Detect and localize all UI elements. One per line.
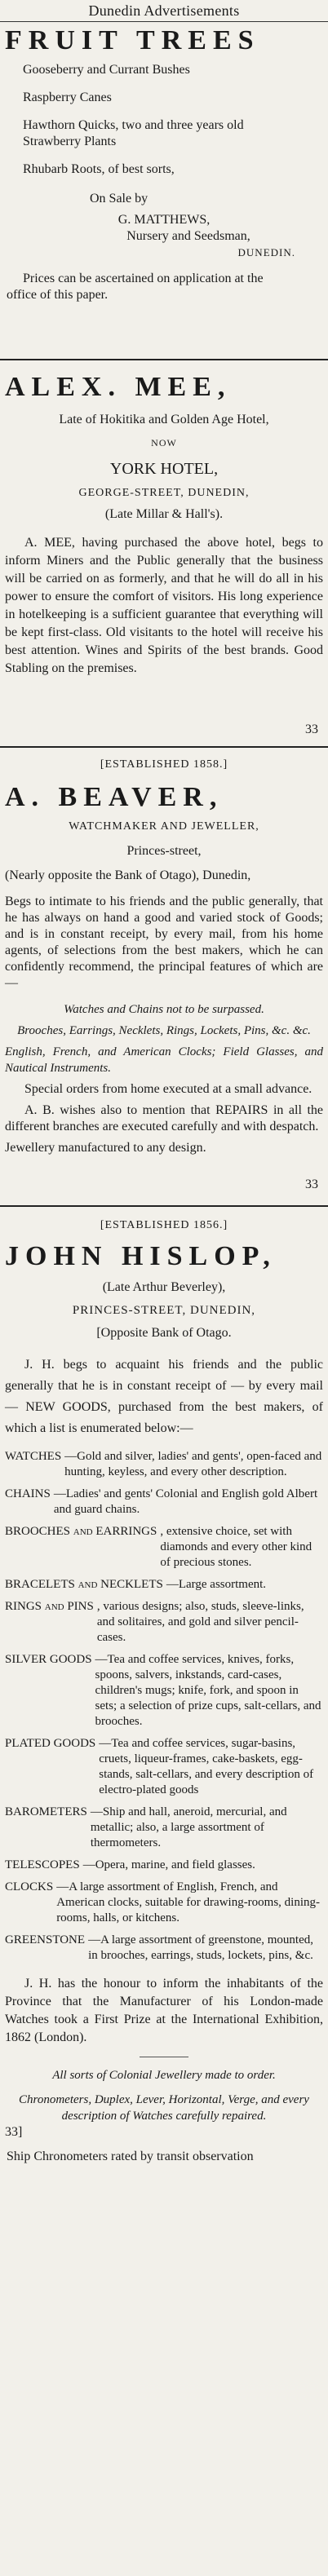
- goods-item-desc: —Ship and hall, aneroid, mercurial, and metallic; also, a large assortment of thermometers.: [90, 1805, 287, 1849]
- goods-item: [0, 1524, 328, 1571]
- goods-item-desc: —Gold and silver, ladies' and gents', open-faced and hunting, keyless, and every other description.: [64, 1450, 322, 1478]
- goods-item-desc: —Tea and coffee services, sugar-basins, cruets, liqueur-frames, cake-baskets, egg-stands, salt-cellars, and every description of electro-plated goods: [99, 1737, 314, 1796]
- ad-line: Ship Chronometers rated by transit observation: [7, 2150, 254, 2163]
- goods-item: [0, 1599, 328, 1646]
- goods-item-desc: —Opera, marine, and field glasses.: [82, 1858, 255, 1871]
- ad-line: GEORGE-STREET, DUNEDIN,: [78, 487, 250, 499]
- ad-body: J. H. has the honour to inform the inhabitants of the Province that the Manufacturer of his London-made Watches took a First Prize at the International Exhibition, 1862 (London).: [5, 1977, 323, 2044]
- hislop-ad: [0, 1219, 328, 2165]
- ad-line: Strawberry Plants: [23, 135, 117, 148]
- goods-item: [0, 1652, 328, 1730]
- alex-mee-title: ALEX. MEE,: [5, 372, 232, 402]
- ad-line: Jewellery manufactured to any design.: [5, 1141, 206, 1155]
- alex-mee-ad: [0, 371, 328, 678]
- established-stamp: [ESTABLISHED 1858.]: [100, 758, 228, 771]
- goods-item-name: WATCHES: [5, 1450, 62, 1463]
- goods-item: [0, 1933, 328, 1964]
- established-stamp: [ESTABLISHED 1856.]: [100, 1219, 228, 1231]
- hislop-title: JOHN HISLOP,: [5, 1241, 277, 1271]
- divider: [0, 359, 328, 360]
- ad-line: All sorts of Colonial Jewellery made to order.: [52, 2069, 276, 2082]
- ad-line: Rhubarb Roots, of best sorts,: [23, 162, 175, 176]
- beaver-ad: [0, 758, 328, 1156]
- goods-item-desc: —Large assortment.: [166, 1578, 267, 1591]
- goods-item-name: GREENSTONE: [5, 1933, 86, 1946]
- ad-line: A. B. wishes also to mention that REPAIRS in all the different branches are executed carefully and with despatch.: [5, 1103, 323, 1133]
- ad-item: English, French, and American Clocks; Field Glasses, and Nautical Instruments.: [5, 1045, 323, 1075]
- goods-item-name: BRACELETS and NECKLETS: [5, 1578, 163, 1591]
- goods-item-name: PLATED GOODS: [5, 1737, 96, 1750]
- goods-item: [0, 1736, 328, 1798]
- fruit-trees-title: FRUIT TREES: [5, 25, 260, 55]
- ad-number: 33: [305, 1178, 318, 1191]
- ad-body: J. H. begs to acquaint his friends and the public generally that he is in constant receipt of — by every mail — NEW GOODS, purchased from the best makers, of which a list is enumerated below:—: [5, 1358, 323, 1435]
- goods-item: [0, 1449, 328, 1480]
- ad-line: Chronometers, Duplex, Lever, Horizontal, Verge, and every description of Watches carefully repaired.: [19, 2093, 309, 2123]
- ad-line: Princes-street,: [126, 844, 202, 858]
- goods-item-desc: —Tea and coffee services, knives, forks, spoons, salvers, inkstands, card-cases, children's mugs; knife, fork, and spoon in sets; a selection of prize cups, salt-cellars, and brooches.: [95, 1653, 321, 1728]
- ad-line: Gooseberry and Currant Bushes: [23, 63, 190, 77]
- ad-number: 33: [305, 722, 318, 736]
- goods-item: [0, 1577, 328, 1593]
- page-header: Dunedin Advertisements: [0, 0, 328, 22]
- goods-item-name: BAROMETERS: [5, 1805, 87, 1818]
- ad-item: Brooches, Earrings, Necklets, Rings, Lockets, Pins, &c. &c.: [17, 1024, 311, 1037]
- beaver-title: A. BEAVER,: [5, 782, 224, 812]
- ad-line: Late of Hokitika and Golden Age Hotel,: [59, 413, 269, 426]
- ad-line: Hawthorn Quicks, two and three years old: [23, 118, 244, 132]
- ad-line: Special orders from home executed at a small advance.: [24, 1082, 312, 1096]
- ad-line: (Nearly opposite the Bank of Otago), Dunedin,: [5, 868, 251, 882]
- ad-line: WATCHMAKER AND JEWELLER,: [69, 820, 259, 833]
- goods-item-name: BROOCHES and EARRINGS: [5, 1525, 157, 1538]
- goods-list: [0, 1449, 328, 1964]
- goods-item-name: SILVER GOODS: [5, 1653, 92, 1666]
- ad-line: (Late Arthur Beverley),: [102, 1280, 226, 1294]
- goods-item-name: CHAINS: [5, 1487, 51, 1500]
- goods-item-desc: —A large assortment of greenstone, mounted, in brooches, earrings, studs, lockets, pins, &c.: [88, 1933, 313, 1962]
- ad-number: 33]: [5, 2125, 23, 2139]
- ad-line: Prices can be ascertained on application at the: [23, 272, 264, 285]
- ad-line: [Opposite Bank of Otago.: [96, 1326, 232, 1340]
- goods-item: [0, 1858, 328, 1873]
- ad-item: Watches and Chains not to be surpassed.: [64, 1003, 264, 1016]
- ad-body: Begs to intimate to his friends and the public generally, that he has always on hand a good and varied stock of Goods; and is in constant receipt, by every mail, from his home agents, of selections from the best makers, which he can confidently recommend, the principal features of which are—: [5, 895, 323, 990]
- ad-line: Nursery and Seedsman,: [126, 229, 250, 243]
- ad-line: Raspberry Canes: [23, 91, 112, 104]
- goods-item-name: RINGS and PINS: [5, 1600, 94, 1613]
- ad-line: PRINCES-STREET, DUNEDIN,: [72, 1304, 256, 1317]
- goods-item: [0, 1880, 328, 1926]
- divider: [0, 746, 328, 748]
- ad-line: DUNEDIN.: [237, 246, 295, 258]
- ad-body: A. MEE, having purchased the above hotel, begs to inform Miners and the Public generally that the business will be carried on as formerly, and that he will do all in his power to ensure the comfort of visitors. His long experience in hotelkeeping is a sufficient guarantee that everything will be kept first-class. Old visitants to the hotel will receive his best attention. Wines and Spirits of the best brands. Good Stabling on the premises.: [5, 536, 323, 675]
- goods-item-desc: , extensive choice, set with diamonds and every other kind of precious stones.: [160, 1525, 312, 1569]
- goods-item: [0, 1487, 328, 1518]
- ad-line: On Sale by: [90, 192, 148, 205]
- ad-line: office of this paper.: [7, 288, 109, 302]
- divider: [0, 1205, 328, 1207]
- goods-item-desc: , various designs; also, studs, sleeve-links, and solitaires, and gold and silver pencil-cases.: [96, 1600, 304, 1644]
- goods-item-name: CLOCKS: [5, 1880, 54, 1893]
- ad-line: YORK HOTEL,: [109, 460, 219, 478]
- goods-item: [0, 1805, 328, 1851]
- ad-line: G. MATTHEWS,: [117, 213, 211, 227]
- goods-item-desc: —A large assortment of English, French, and American clocks, suitable for drawing-rooms, dining-rooms, halls, or kitchens.: [56, 1880, 321, 1924]
- goods-item-desc: —Ladies' and gents' Colonial and English gold Albert and guard chains.: [53, 1487, 318, 1516]
- fruit-trees-ad: [0, 24, 328, 303]
- ad-line: (Late Millar & Hall's).: [104, 507, 224, 521]
- ad-line: NOW: [151, 437, 177, 448]
- goods-item-name: TELESCOPES: [5, 1858, 80, 1871]
